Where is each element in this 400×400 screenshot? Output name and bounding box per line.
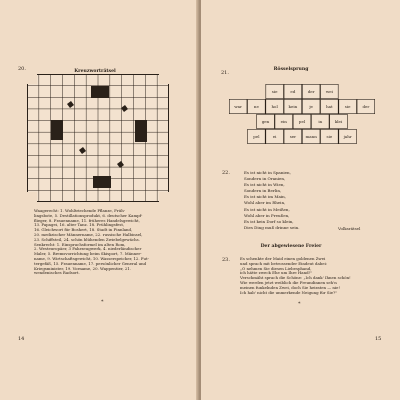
corner-cut xyxy=(159,192,169,202)
clue-text xyxy=(34,209,180,276)
knight-cell-text: klei xyxy=(334,118,343,124)
riddle-poem xyxy=(244,170,364,231)
corner-cut xyxy=(159,74,169,84)
text-line: meinen funkelnden Zwei, doch Sie heiraten — nie! xyxy=(240,284,341,290)
knight-cell-text: je xyxy=(309,103,313,109)
text-line: Ich hab' nicht die unmerkende Neigung für Sie?" xyxy=(240,289,337,295)
knight-cell-text: hat xyxy=(326,103,333,109)
clue-line: 20. medizischer Männername, 22. russische Halbinsel, xyxy=(34,231,143,237)
clue-line: 2. Westeuropäer, 3 Fahrzeugwerk, 4. niederländischer xyxy=(34,246,142,252)
text-line: Verschmäht sprach die Schöne: „Ich dank' Ihnen schön! xyxy=(240,275,351,281)
separator-star: * xyxy=(298,301,301,307)
knight-cell-text: sie xyxy=(271,88,278,94)
separator-star: * xyxy=(101,299,104,305)
knight-cell-text: ser xyxy=(289,133,297,139)
item-23-heading: Der abgewiesene Freier xyxy=(260,244,322,249)
poem-line: Es ist kein Dorf so klein, xyxy=(244,218,294,224)
right-page-number: 15 xyxy=(375,336,382,342)
knight-cell-text: in xyxy=(318,118,323,124)
item-23-number: 23. xyxy=(222,257,230,263)
crossword-title: Kreuzworträtsel xyxy=(74,69,116,74)
clue-line: Maler, 5. Bremsvorrichtung beim Skisport, 7. Männer- xyxy=(34,251,142,257)
knight-cell-text: der xyxy=(362,103,370,109)
black-cell xyxy=(93,176,111,188)
clue-line: flieger, 8. Frauenname, 11. früheres Handelsgewicht, xyxy=(34,217,140,223)
clue-line: Kriegsminister, 19. Vorname, 20. Wappentier, 21. xyxy=(34,265,132,271)
left-page xyxy=(0,0,199,400)
clue-line: 23. Schiffsteil, 24. schön blühenden Zwiebelgewächs. xyxy=(34,236,140,242)
text-line: Es schenkte der Maid einen goldenen Zwei xyxy=(240,256,326,261)
right-corner-number: 21. xyxy=(221,70,229,76)
corner-cut xyxy=(27,192,37,202)
knight-cell-text: hol xyxy=(271,103,278,109)
clue-line: tergefäß, 15. Frauenname, 17. persönlicher General und xyxy=(34,260,147,266)
left-page-number: 14 xyxy=(18,336,25,342)
knight-cell-text: gen xyxy=(261,118,270,124)
poem-line: Sondern in Berlin, xyxy=(244,188,282,194)
clue-line: lingsbote, 5. Destillationsprodukt, 6. deutscher Kampf- xyxy=(34,212,143,218)
poem-line: Es ist nicht in Meißen, xyxy=(244,206,290,212)
black-cell xyxy=(135,120,147,142)
text-line: „O nehmen Sie diesen Liebesphand, xyxy=(240,265,312,271)
black-cell xyxy=(91,86,109,98)
crossword-grid xyxy=(27,74,169,202)
left-corner-number: 20. xyxy=(18,66,26,72)
item-22-number: 22. xyxy=(222,170,230,176)
clue-line: Waagerecht: 1. Wohltriechende Pflanze, Früh- xyxy=(34,208,126,213)
poem-line: Sondern in Oranien, xyxy=(244,176,286,182)
corner-cut xyxy=(27,74,37,84)
clue-line: name, 9. Wirtschaftsgewicht, 10. Wasserspeicher, 12. Fut- xyxy=(34,255,149,261)
text-line: ich hätte zweck Ehe um Ihre Hand!" xyxy=(240,270,312,276)
knight-puzzle-grid xyxy=(229,84,375,144)
clue-line: wendenisches Radsort. xyxy=(34,270,80,276)
knight-cell-text: ed xyxy=(290,88,296,94)
knight-cell-text: jahr xyxy=(343,133,352,139)
black-cell xyxy=(51,120,63,140)
text-line: Wie werden jetzt weiblich die Freundinnen seh'n xyxy=(240,279,337,285)
text-line: und sprach mit betrossender Eindeut dabei: xyxy=(240,260,328,266)
knight-cell-text: war xyxy=(234,103,242,109)
knight-puzzle-title: Rösselsprung xyxy=(273,67,309,72)
item-23-text xyxy=(240,257,385,295)
knight-cell-text: sie xyxy=(344,103,351,109)
poem-source: Volksrätsel xyxy=(338,226,361,231)
knight-cell-text: ein xyxy=(280,118,287,124)
poem-line: Es ist nicht in Spanien, xyxy=(244,170,291,175)
knight-cell-text: pel xyxy=(298,118,306,124)
poem-line: Es ist nicht in Wien, xyxy=(244,182,285,188)
poem-line: Dies Ding muß drinne sein. xyxy=(244,224,300,230)
poem-line: Es ist nicht im Main, xyxy=(244,194,286,200)
clue-line: 16. Gleichwort für Boshert, 18. Stadt in Finnland, xyxy=(34,227,133,233)
poem-line: Wohl aber in Preußen, xyxy=(244,212,290,218)
knight-cell-text: pel xyxy=(253,133,260,139)
clue-line: Senkrecht: 1. Einspruchsformel im alten Rom, xyxy=(34,241,126,247)
knight-cell-text: sie xyxy=(326,133,333,139)
knight-cell-text: mann xyxy=(305,133,317,139)
clue-line: 13. Papagei, 16. alter Tanz. 18. Frühlingsfest, xyxy=(34,222,125,228)
knight-cell-text: ne xyxy=(253,103,259,109)
knight-cell-text: der xyxy=(307,88,315,94)
poem-line: Wohl aber im Rhein, xyxy=(244,200,286,206)
knight-cell-text: ei xyxy=(272,133,277,139)
knight-cell-text: kein xyxy=(288,103,298,109)
knight-cell-text: wei xyxy=(325,88,333,94)
